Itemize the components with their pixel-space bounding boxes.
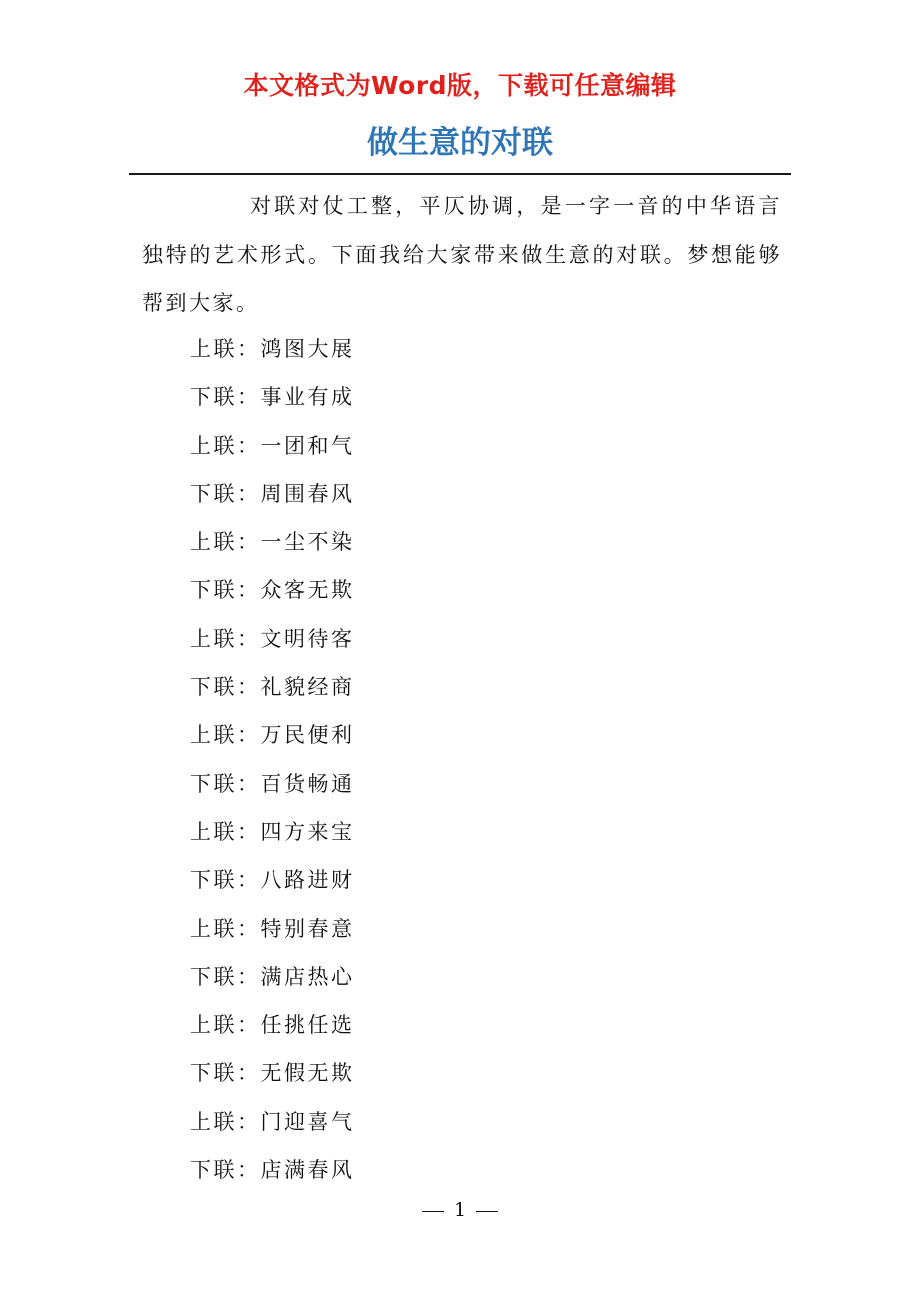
couplet-line: 下联：事业有成 bbox=[190, 385, 355, 410]
couplet-line: 上联：文明待客 bbox=[190, 626, 355, 651]
couplet-line: 下联：满店热心 bbox=[190, 964, 355, 989]
couplet-line: 上联：门迎喜气 bbox=[190, 1109, 355, 1134]
page-footer bbox=[0, 1194, 920, 1226]
couplet-list bbox=[190, 325, 355, 1194]
title-divider bbox=[129, 173, 791, 175]
couplet-line: 下联：众客无欺 bbox=[190, 578, 355, 603]
couplet-line: 上联：四方来宝 bbox=[190, 819, 355, 844]
couplet-line: 上联：鸿图大展 bbox=[190, 337, 355, 361]
couplet-line: 上联：任挑任选 bbox=[190, 1013, 355, 1038]
couplet-line: 下联：百货畅通 bbox=[190, 771, 355, 796]
couplet-line: 上联：特别春意 bbox=[190, 916, 355, 941]
couplet-line: 上联：一团和气 bbox=[190, 433, 355, 458]
couplet-line: 上联：万民便利 bbox=[190, 723, 355, 748]
couplet-line: 下联：八路进财 bbox=[190, 868, 355, 893]
couplet-line: 下联：店满春风 bbox=[190, 1158, 355, 1183]
couplet-line: 下联：无假无欺 bbox=[190, 1061, 355, 1086]
document-title: 做生意的对联 bbox=[367, 125, 553, 161]
couplet-line: 下联：礼貌经商 bbox=[190, 675, 355, 700]
download-banner: 本文格式为Word版，下载可任意编辑 bbox=[243, 71, 677, 100]
footer-dash-right bbox=[476, 1211, 498, 1212]
couplet-line: 上联：一尘不染 bbox=[190, 530, 355, 555]
intro-paragraph: 对联对仗工整，平仄协调，是一字一音的中华语言独特的艺术形式。下面我给大家带来做生意的对联。梦想能够帮到大家。 bbox=[142, 194, 782, 315]
couplet-line: 下联：周围春风 bbox=[190, 481, 355, 506]
footer-dash-left bbox=[422, 1211, 444, 1212]
page-number: 1 bbox=[453, 1199, 467, 1221]
